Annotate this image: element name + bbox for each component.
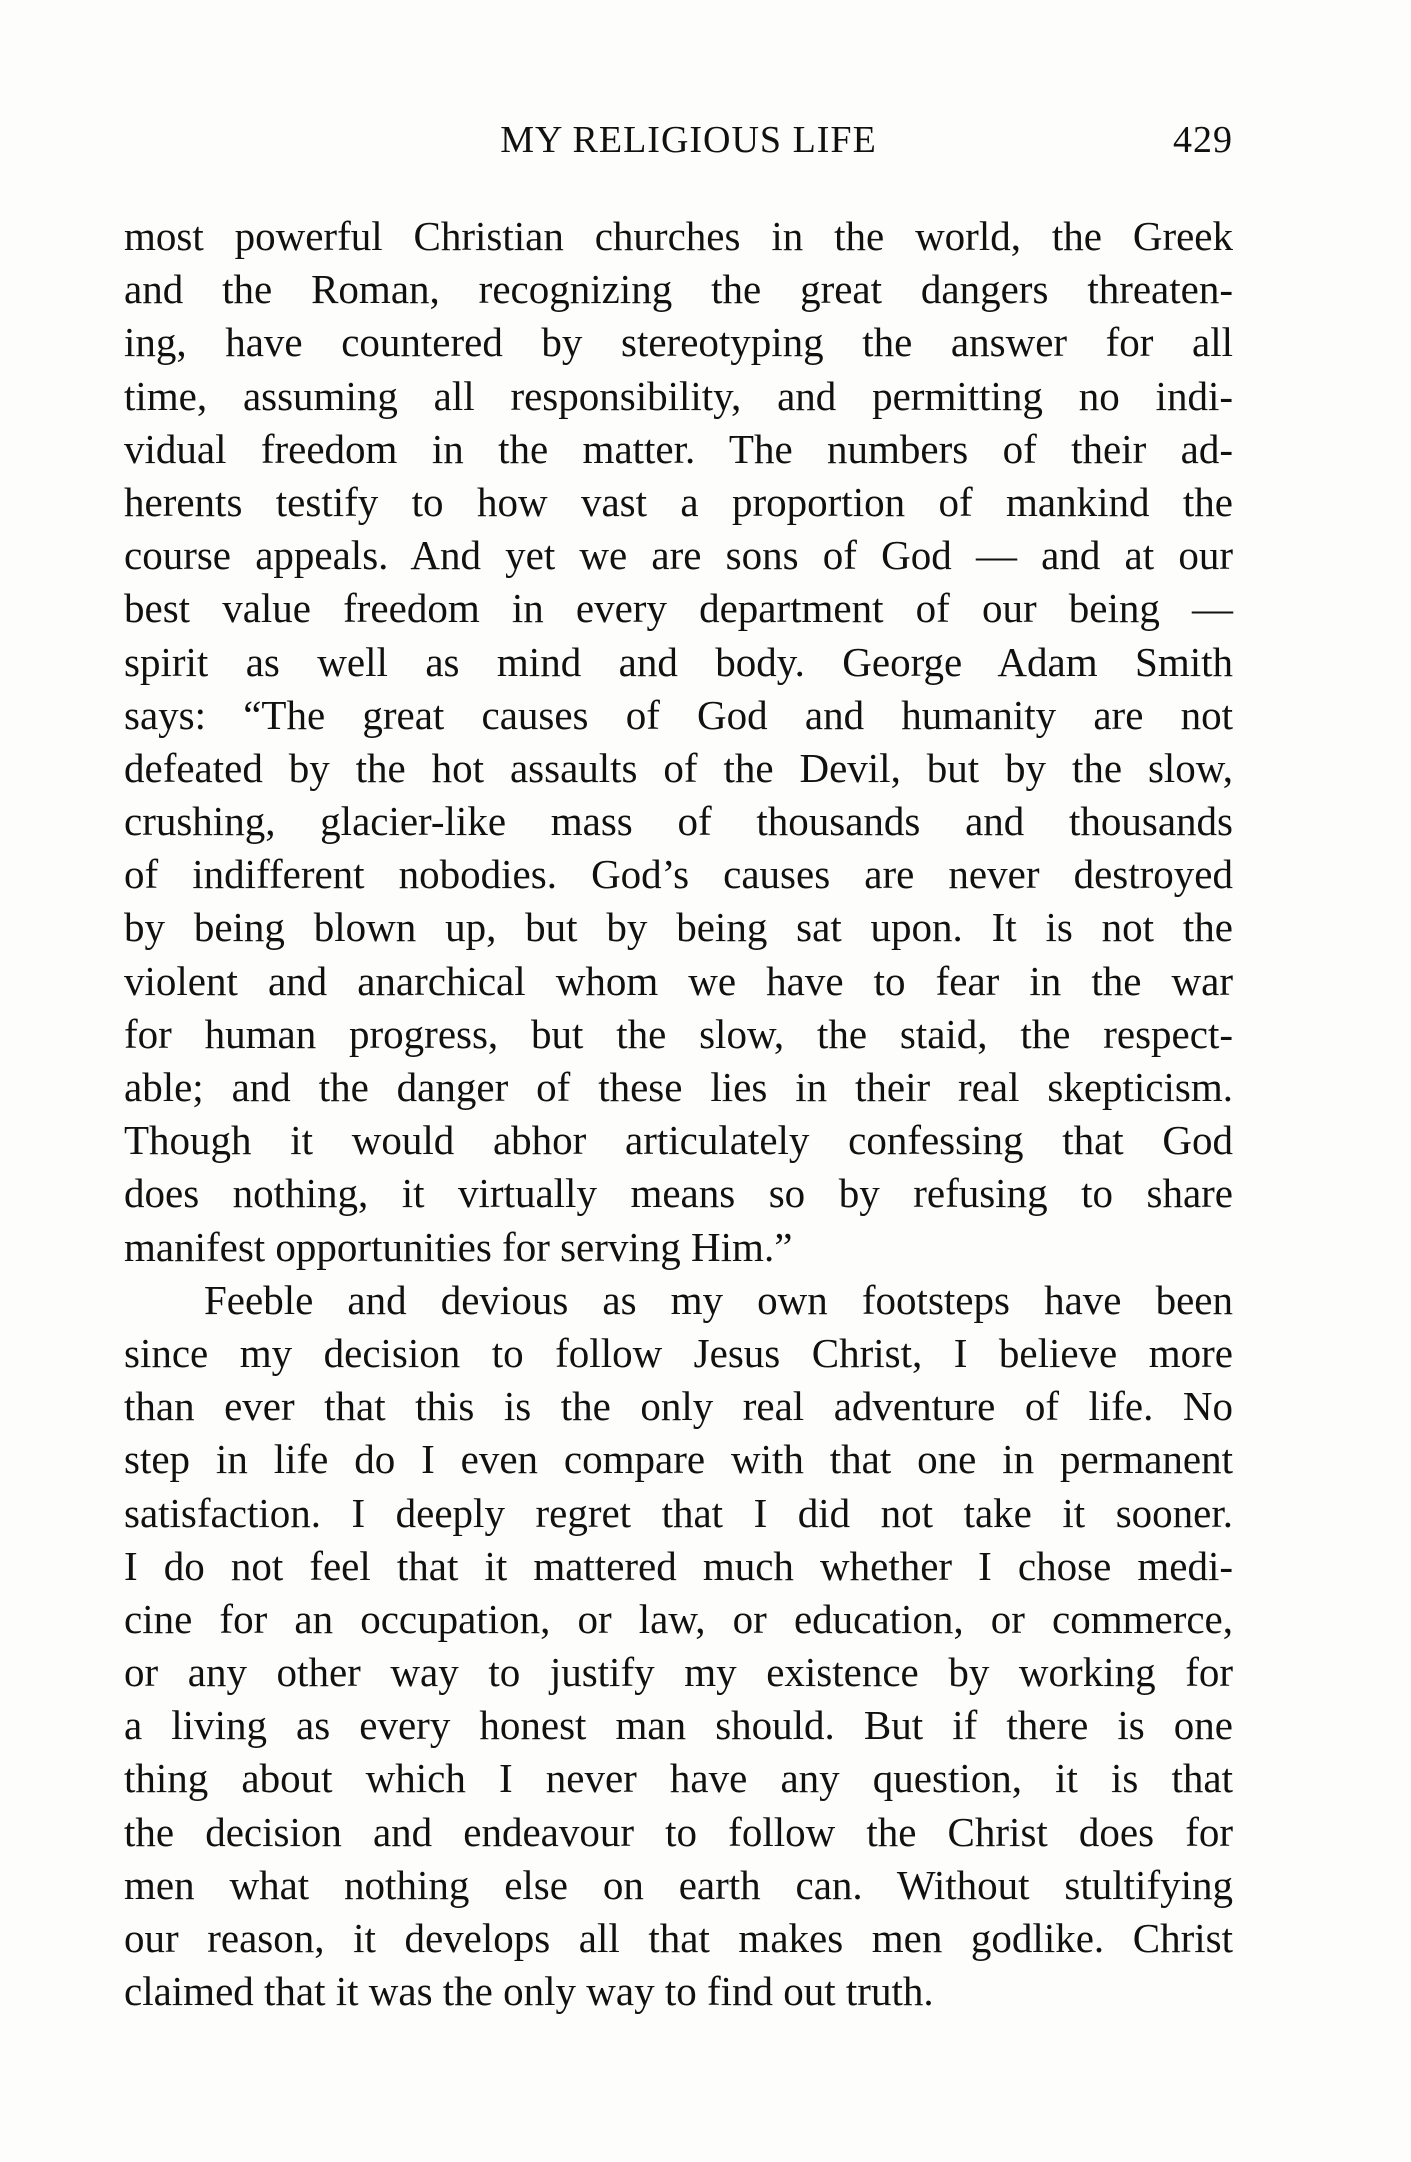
running-header	[124, 118, 1233, 174]
text-line: step in life do I even compare with that one in permanent	[124, 1436, 1233, 1483]
text-line: does nothing, it virtually means so by refusing to share	[124, 1170, 1233, 1217]
page-number: 429	[1173, 119, 1233, 161]
text-line: the decision and endeavour to follow the Christ does for	[124, 1808, 1233, 1855]
text-line: cine for an occupation, or law, or education, or commerce,	[124, 1595, 1233, 1642]
text-line: vidual freedom in the matter. The numbers of their ad-	[124, 425, 1233, 472]
text-line: or any other way to justify my existence by working for	[124, 1649, 1233, 1696]
text-line: thing about which I never have any question, it is that	[124, 1755, 1233, 1802]
text-line: herents testify to how vast a proportion of mankind the	[124, 478, 1233, 525]
text-line: able; and the danger of these lies in their real skepticism.	[124, 1064, 1233, 1110]
text-line: manifest opportunities for serving Him.”	[124, 1223, 793, 1270]
text-line: since my decision to follow Jesus Christ, I believe more	[124, 1329, 1233, 1376]
text-line: of indifferent nobodies. God’s causes are never destroyed	[124, 851, 1233, 898]
text-line: our reason, it develops all that makes men godlike. Christ	[124, 1915, 1233, 1961]
text-line: claimed that it was the only way to find out truth.	[124, 1968, 934, 2015]
text-line: ing, have countered by stereotyping the answer for all	[124, 319, 1233, 366]
text-line: than ever that this is the only real adventure of life. No	[124, 1383, 1233, 1430]
paragraph	[124, 1274, 1233, 2019]
paragraph	[124, 210, 1233, 1274]
text-line: and the Roman, recognizing the great dangers threaten-	[124, 266, 1233, 313]
text-line: course appeals. And yet we are sons of God — and at our	[124, 532, 1233, 579]
text-line: Though it would abhor articulately confessing that God	[124, 1117, 1233, 1164]
text-line: a living as every honest man should. But if there is one	[124, 1702, 1233, 1749]
text-line: by being blown up, but by being sat upon. It is not the	[124, 904, 1233, 951]
text-line: defeated by the hot assaults of the Devil, but by the slow,	[124, 744, 1233, 791]
text-line: I do not feel that it mattered much whether I chose medi-	[124, 1542, 1233, 1589]
text-line: crushing, glacier-like mass of thousands and thousands	[124, 798, 1233, 845]
text-line: for human progress, but the slow, the staid, the respect-	[124, 1010, 1233, 1057]
running-title: MY RELIGIOUS LIFE	[500, 119, 877, 161]
page-body	[124, 210, 1233, 2018]
text-line: Feeble and devious as my own footsteps have been	[204, 1276, 1233, 1323]
text-line: satisfaction. I deeply regret that I did not take it sooner.	[124, 1489, 1233, 1536]
text-line: time, assuming all responsibility, and permitting no indi-	[124, 372, 1233, 419]
text-line: says: “The great causes of God and humanity are not	[124, 691, 1233, 738]
text-line: spirit as well as mind and body. George Adam Smith	[124, 638, 1233, 685]
text-line: most powerful Christian churches in the world, the Greek	[124, 213, 1233, 259]
text-line: best value freedom in every department of our being —	[124, 585, 1233, 632]
text-line: violent and anarchical whom we have to fear in the war	[124, 957, 1233, 1004]
text-line: men what nothing else on earth can. Without stultifying	[124, 1861, 1233, 1908]
